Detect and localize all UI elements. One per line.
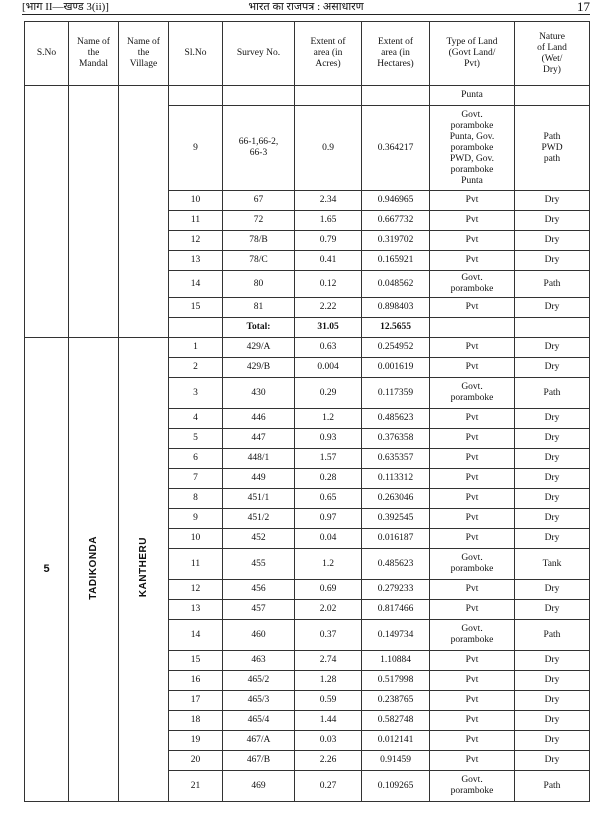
slno-cell: 1 <box>169 338 223 358</box>
land-type-cell <box>430 86 515 106</box>
col-type-line: Type of Land <box>446 37 498 47</box>
col-hectares-line: area (in <box>381 48 410 58</box>
survey-line: 67 <box>253 195 264 205</box>
col-nature-line: (Wet/ <box>541 53 563 64</box>
slno-cell: 12 <box>169 231 223 251</box>
acres-cell: 0.27 <box>295 771 362 802</box>
land-type-line: poramboke <box>450 786 494 796</box>
hectares-cell: 0.635357 <box>362 449 430 469</box>
land-nature-cell <box>515 251 590 271</box>
land-type-cell <box>430 358 515 378</box>
slno-cell <box>169 86 223 106</box>
survey-cell <box>223 86 295 106</box>
land-nature-cell: Path <box>515 771 590 802</box>
col-mandal-line: the <box>87 48 100 58</box>
land-type-line: Pvt <box>465 715 479 725</box>
survey-cell: 451/1 <box>223 489 295 509</box>
survey-cell: 448/1 <box>223 449 295 469</box>
survey-cell <box>223 298 295 318</box>
hectares-cell: 0.91459 <box>362 751 430 771</box>
land-nature-cell <box>515 211 590 231</box>
acres-cell: 0.41 <box>295 251 362 271</box>
acres-cell: 2.22 <box>295 298 362 318</box>
land-type-cell <box>430 580 515 600</box>
land-type-line: Punta, Gov. <box>449 131 495 142</box>
slno-cell: 16 <box>169 671 223 691</box>
land-nature-cell: Dry <box>515 429 590 449</box>
acres-cell: 0.97 <box>295 509 362 529</box>
slno-cell: 14 <box>169 271 223 298</box>
land-type-cell <box>430 620 515 651</box>
land-nature-cell: Dry <box>515 358 590 378</box>
acres-cell: 0.93 <box>295 429 362 449</box>
hectares-cell: 0.667732 <box>362 211 430 231</box>
land-nature-cell: Dry <box>515 469 590 489</box>
land-nature-cell <box>515 86 590 106</box>
hectares-cell: 0.016187 <box>362 529 430 549</box>
survey-cell: 447 <box>223 429 295 449</box>
survey-cell <box>223 251 295 271</box>
land-nature-line: Path <box>543 131 561 142</box>
slno-cell: 11 <box>169 211 223 231</box>
land-type-line: Pvt <box>465 195 479 205</box>
page-header <box>22 0 590 14</box>
col-mandal <box>69 22 119 86</box>
slno-cell: 10 <box>169 191 223 211</box>
col-hectares <box>362 22 430 86</box>
land-nature-cell: Dry <box>515 449 590 469</box>
total-label: Total: <box>223 318 295 338</box>
land-type-cell <box>430 671 515 691</box>
village-cell <box>119 338 169 802</box>
acres-cell: 1.65 <box>295 211 362 231</box>
land-type-line: poramboke <box>450 564 494 574</box>
land-nature-line: Dry <box>544 215 560 225</box>
hectares-cell <box>362 86 430 106</box>
land-nature-cell: Dry <box>515 580 590 600</box>
land-nature-line: Dry <box>544 302 560 312</box>
acres-cell: 0.03 <box>295 731 362 751</box>
land-nature-cell: Dry <box>515 711 590 731</box>
land-nature-cell <box>515 191 590 211</box>
hectares-cell: 0.898403 <box>362 298 430 318</box>
total-type-cell <box>430 318 515 338</box>
land-type-line: Pvt <box>465 655 479 665</box>
mandal-cell-continued <box>69 86 119 338</box>
land-nature-line: path <box>543 153 561 164</box>
land-type-cell <box>430 429 515 449</box>
land-type-cell <box>430 600 515 620</box>
hectares-cell: 0.376358 <box>362 429 430 449</box>
header-rule <box>22 14 590 15</box>
land-type-line: Pvt <box>465 533 479 543</box>
col-village-line: the <box>137 48 150 58</box>
header-gazette-title: भारत का राजपत्र : असाधारण <box>248 1 364 13</box>
land-type-line: Pvt <box>465 755 479 765</box>
survey-cell: 467/A <box>223 731 295 751</box>
survey-cell: 469 <box>223 771 295 802</box>
land-type-cell <box>430 771 515 802</box>
hectares-cell: 0.109265 <box>362 771 430 802</box>
land-nature-line: Dry <box>544 255 560 265</box>
land-type-line: Pvt <box>465 493 479 503</box>
acres-cell: 0.65 <box>295 489 362 509</box>
slno-cell: 20 <box>169 751 223 771</box>
land-type-cell <box>430 106 515 191</box>
slno-cell: 2 <box>169 358 223 378</box>
land-type-cell <box>430 691 515 711</box>
acres-cell: 0.63 <box>295 338 362 358</box>
hectares-cell: 0.001619 <box>362 358 430 378</box>
land-nature-cell: Dry <box>515 509 590 529</box>
land-type-cell <box>430 449 515 469</box>
land-nature-cell: Dry <box>515 529 590 549</box>
land-type-line: Pvt <box>465 604 479 614</box>
land-nature-cell <box>515 298 590 318</box>
total-hectares: 12.5655 <box>362 318 430 338</box>
land-type-line: Govt. <box>461 624 483 634</box>
survey-cell: 457 <box>223 600 295 620</box>
acres-cell: 0.04 <box>295 529 362 549</box>
land-type-line: Punta <box>461 175 483 186</box>
land-type-cell <box>430 489 515 509</box>
survey-line: 81 <box>253 302 264 312</box>
slno-cell: 13 <box>169 251 223 271</box>
land-type-line: Pvt <box>465 584 479 594</box>
acres-cell: 0.69 <box>295 580 362 600</box>
land-nature-cell: Dry <box>515 409 590 429</box>
land-type-cell <box>430 338 515 358</box>
land-nature-cell: Dry <box>515 489 590 509</box>
col-nature-line: Dry) <box>543 64 561 75</box>
hectares-cell: 0.582748 <box>362 711 430 731</box>
hectares-cell: 0.817466 <box>362 600 430 620</box>
total-nature-cell <box>515 318 590 338</box>
land-type-line: Pvt <box>465 302 479 312</box>
land-type-cell <box>430 509 515 529</box>
survey-line: 66-3 <box>249 148 268 158</box>
slno-cell: 13 <box>169 600 223 620</box>
survey-cell <box>223 191 295 211</box>
hectares-cell: 0.392545 <box>362 509 430 529</box>
acres-cell: 2.26 <box>295 751 362 771</box>
survey-cell: 449 <box>223 469 295 489</box>
col-nature-line: Nature <box>539 31 565 42</box>
acres-cell: 0.9 <box>295 106 362 191</box>
header-section-label: [भाग II—खण्ड 3(ii)] <box>22 1 109 13</box>
land-type-line: poramboke <box>450 120 494 131</box>
table-body <box>25 86 590 802</box>
survey-line: 78/B <box>249 235 268 245</box>
hectares-cell: 1.10884 <box>362 651 430 671</box>
land-type-line: poramboke <box>450 142 494 153</box>
acres-cell: 0.28 <box>295 469 362 489</box>
survey-cell <box>223 271 295 298</box>
land-type-line: Pvt <box>465 215 479 225</box>
slno-cell: 17 <box>169 691 223 711</box>
sno-cell: 5 <box>25 338 69 802</box>
survey-cell: 460 <box>223 620 295 651</box>
acres-cell: 2.74 <box>295 651 362 671</box>
survey-line: 78/C <box>249 255 268 265</box>
land-type-cell <box>430 231 515 251</box>
land-type-cell <box>430 711 515 731</box>
total-slno-cell <box>169 318 223 338</box>
land-type-line: Pvt <box>465 473 479 483</box>
land-type-line: poramboke <box>450 164 494 175</box>
land-nature-line: Path <box>543 278 561 289</box>
slno-cell: 9 <box>169 106 223 191</box>
hectares-cell: 0.048562 <box>362 271 430 298</box>
land-type-line: Pvt <box>465 735 479 745</box>
hectares-cell: 0.485623 <box>362 409 430 429</box>
hectares-cell: 0.263046 <box>362 489 430 509</box>
col-type-line: (Govt Land/ <box>448 48 496 58</box>
hectares-cell: 0.117359 <box>362 378 430 409</box>
survey-cell: 429/A <box>223 338 295 358</box>
col-nature-line: of Land <box>537 42 567 53</box>
table-row <box>25 338 590 358</box>
survey-line: 80 <box>253 278 264 289</box>
land-type-line: Govt. <box>461 382 483 392</box>
survey-cell: 456 <box>223 580 295 600</box>
col-sno: S.No <box>25 22 69 86</box>
land-type-line: Pvt <box>465 695 479 705</box>
land-nature-cell: Dry <box>515 600 590 620</box>
land-nature-cell: Dry <box>515 691 590 711</box>
land-type-line: Pvt <box>465 453 479 463</box>
total-acres: 31.05 <box>295 318 362 338</box>
land-nature-cell <box>515 106 590 191</box>
land-type-cell <box>430 378 515 409</box>
col-village <box>119 22 169 86</box>
slno-cell: 12 <box>169 580 223 600</box>
land-type-cell <box>430 191 515 211</box>
col-mandal-line: Mandal <box>78 59 109 69</box>
slno-cell: 4 <box>169 409 223 429</box>
land-type-line: poramboke <box>450 284 494 294</box>
hectares-cell: 0.113312 <box>362 469 430 489</box>
col-acres-line: area (in <box>313 48 343 58</box>
slno-cell: 11 <box>169 549 223 580</box>
slno-cell: 18 <box>169 711 223 731</box>
slno-cell: 9 <box>169 509 223 529</box>
survey-cell <box>223 211 295 231</box>
acres-cell: 1.57 <box>295 449 362 469</box>
land-type-line: Pvt <box>465 513 479 523</box>
land-type-line: poramboke <box>450 635 494 645</box>
land-type-cell <box>430 298 515 318</box>
col-acres-line: Acres) <box>315 59 341 69</box>
sno-cell-continued <box>25 86 69 338</box>
survey-cell: 465/2 <box>223 671 295 691</box>
hectares-cell: 0.279233 <box>362 580 430 600</box>
col-type <box>430 22 515 86</box>
col-mandal-line: Name of <box>77 37 110 47</box>
land-type-cell <box>430 529 515 549</box>
acres-cell: 0.79 <box>295 231 362 251</box>
land-type-cell <box>430 271 515 298</box>
land-type-cell <box>430 211 515 231</box>
slno-cell: 7 <box>169 469 223 489</box>
land-type-line: Pvt <box>465 413 479 423</box>
survey-cell: 465/4 <box>223 711 295 731</box>
land-nature-cell: Dry <box>515 671 590 691</box>
acres-cell: 1.44 <box>295 711 362 731</box>
hectares-cell: 0.319702 <box>362 231 430 251</box>
land-type-line: Pvt <box>465 675 479 685</box>
land-nature-cell <box>515 231 590 251</box>
survey-cell: 452 <box>223 529 295 549</box>
land-type-line: Govt. <box>461 775 483 785</box>
hectares-cell: 0.485623 <box>362 549 430 580</box>
hectares-cell: 0.149734 <box>362 620 430 651</box>
acres-cell: 0.37 <box>295 620 362 651</box>
land-nature-cell: Dry <box>515 338 590 358</box>
land-nature-cell: Path <box>515 378 590 409</box>
land-nature-cell: Path <box>515 620 590 651</box>
hectares-cell: 0.946965 <box>362 191 430 211</box>
land-type-cell <box>430 751 515 771</box>
slno-cell: 5 <box>169 429 223 449</box>
acres-cell: 0.59 <box>295 691 362 711</box>
slno-cell: 15 <box>169 298 223 318</box>
land-type-line: Govt. <box>461 553 483 563</box>
land-type-line: Govt. <box>461 109 483 120</box>
land-nature-line: Dry <box>544 195 560 205</box>
acres-cell: 2.34 <box>295 191 362 211</box>
acres-cell: 2.02 <box>295 600 362 620</box>
mandal-name: TADIKONDA <box>88 535 99 600</box>
land-type-cell <box>430 469 515 489</box>
survey-cell: 430 <box>223 378 295 409</box>
acres-cell: 0.004 <box>295 358 362 378</box>
land-type-line: Punta <box>461 90 483 100</box>
acres-cell: 1.2 <box>295 549 362 580</box>
slno-cell: 8 <box>169 489 223 509</box>
land-type-cell <box>430 251 515 271</box>
land-nature-cell <box>515 271 590 298</box>
acres-cell: 0.12 <box>295 271 362 298</box>
land-nature-cell: Dry <box>515 651 590 671</box>
land-nature-line: PWD <box>541 142 563 153</box>
page-number: 17 <box>577 0 590 14</box>
land-type-line: Pvt <box>465 362 479 372</box>
col-hectares-line: Hectares) <box>377 59 414 69</box>
col-nature <box>515 22 590 86</box>
land-type-cell <box>430 409 515 429</box>
hectares-cell: 0.012141 <box>362 731 430 751</box>
slno-cell: 14 <box>169 620 223 651</box>
land-schedule-table <box>24 21 590 802</box>
col-survey: Survey No. <box>223 22 295 86</box>
land-type-line: Pvt <box>465 342 479 352</box>
land-type-cell <box>430 549 515 580</box>
land-type-line: poramboke <box>450 393 494 403</box>
hectares-cell: 0.254952 <box>362 338 430 358</box>
header-row <box>25 22 590 86</box>
slno-cell: 3 <box>169 378 223 409</box>
land-type-line: Pvt <box>465 235 479 245</box>
acres-cell: 1.2 <box>295 409 362 429</box>
hectares-cell: 0.517998 <box>362 671 430 691</box>
village-name: KANTHERU <box>138 537 149 598</box>
col-village-line: Name of <box>127 37 160 47</box>
survey-cell: 446 <box>223 409 295 429</box>
survey-line: 66-1,66-2, <box>238 137 279 147</box>
mandal-cell <box>69 338 119 802</box>
survey-cell: 465/3 <box>223 691 295 711</box>
slno-cell: 10 <box>169 529 223 549</box>
land-nature-cell: Dry <box>515 751 590 771</box>
slno-cell: 21 <box>169 771 223 802</box>
col-village-line: Village <box>129 59 158 69</box>
village-cell-continued <box>119 86 169 338</box>
land-nature-cell: Tank <box>515 549 590 580</box>
acres-cell: 1.28 <box>295 671 362 691</box>
land-type-line: PWD, Gov. <box>450 153 494 164</box>
land-type-line: Pvt <box>465 433 479 443</box>
land-type-line: Govt. <box>461 273 483 283</box>
table-row <box>25 86 590 106</box>
hectares-cell: 0.364217 <box>362 106 430 191</box>
slno-cell: 15 <box>169 651 223 671</box>
land-type-line: Pvt <box>465 255 479 265</box>
acres-cell: 0.29 <box>295 378 362 409</box>
slno-cell: 6 <box>169 449 223 469</box>
land-type-cell <box>430 731 515 751</box>
survey-cell <box>223 106 295 191</box>
survey-cell: 463 <box>223 651 295 671</box>
land-nature-cell: Dry <box>515 731 590 751</box>
survey-cell: 451/2 <box>223 509 295 529</box>
col-type-line: Pvt) <box>464 59 480 69</box>
col-hectares-line: Extent of <box>377 37 414 47</box>
survey-cell <box>223 231 295 251</box>
survey-cell: 467/B <box>223 751 295 771</box>
survey-cell: 429/B <box>223 358 295 378</box>
col-acres-line: Extent of <box>310 37 346 47</box>
land-nature-line: Dry <box>544 235 560 245</box>
survey-cell: 455 <box>223 549 295 580</box>
col-slno: Sl.No <box>169 22 223 86</box>
survey-line: 72 <box>253 215 264 225</box>
land-type-cell <box>430 651 515 671</box>
slno-cell: 19 <box>169 731 223 751</box>
col-acres <box>295 22 362 86</box>
acres-cell <box>295 86 362 106</box>
hectares-cell: 0.165921 <box>362 251 430 271</box>
hectares-cell: 0.238765 <box>362 691 430 711</box>
